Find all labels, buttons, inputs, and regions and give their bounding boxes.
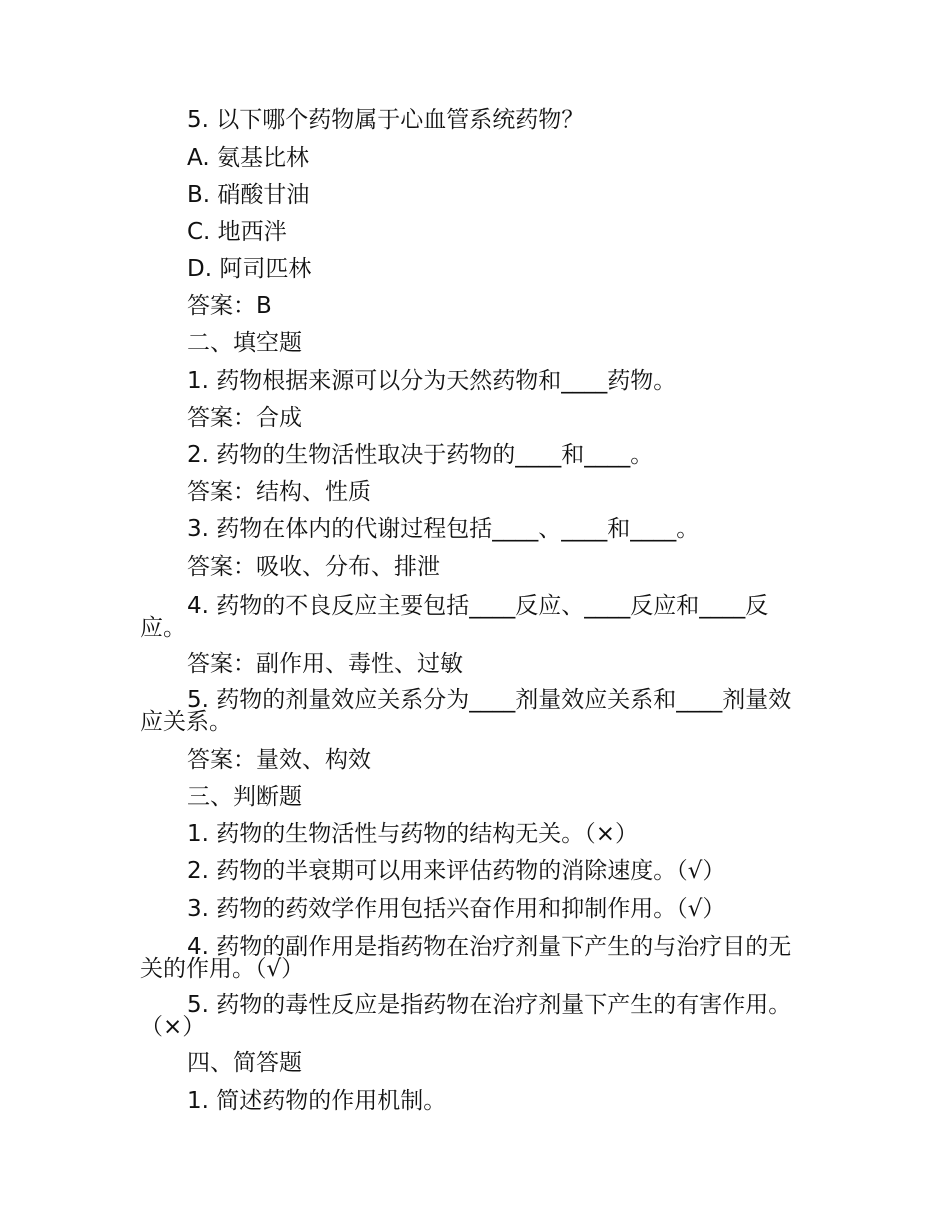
statement-tf-2: 2. 药物的半衰期可以用来评估药物的消除速度。（√） — [187, 858, 726, 884]
answer-fill-4: 答案：副作用、毒性、过敏 — [187, 651, 463, 677]
question-short-1: 1. 简述药物的作用机制。 — [187, 1088, 447, 1114]
answer-fill-3: 答案：吸收、分布、排泄 — [187, 554, 440, 580]
question-mc-5: 5. 以下哪个药物属于心血管系统药物？ — [187, 107, 585, 133]
question-fill-4: 4. 药物的不良反应主要包括____反应、____反应和____反应。 — [140, 593, 769, 641]
section-heading-true-false: 三、判断题 — [187, 784, 302, 810]
answer-fill-1: 答案：合成 — [187, 405, 302, 431]
answer-mc-5: 答案：B — [187, 293, 272, 319]
section-heading-short-answer: 四、简答题 — [187, 1050, 302, 1076]
option-d: D. 阿司匹林 — [187, 256, 312, 282]
statement-tf-5: 5. 药物的毒性反应是指药物在治疗剂量下产生的有害作用。（×） — [140, 992, 792, 1040]
question-fill-2: 2. 药物的生物活性取决于药物的____和____。 — [187, 442, 654, 468]
question-fill-5: 5. 药物的剂量效应关系分为____剂量效应关系和____剂量效应关系。 — [140, 687, 792, 735]
option-a: A. 氨基比林 — [187, 145, 309, 171]
answer-fill-2: 答案：结构、性质 — [187, 479, 371, 505]
statement-tf-1: 1. 药物的生物活性与药物的结构无关。（×） — [187, 821, 639, 847]
section-heading-fill-in: 二、填空题 — [187, 330, 302, 356]
question-fill-1: 1. 药物根据来源可以分为天然药物和____药物。 — [187, 368, 677, 394]
option-b: B. 硝酸甘油 — [187, 182, 310, 208]
statement-tf-4: 4. 药物的副作用是指药物在治疗剂量下产生的与治疗目的无关的作用。（√） — [140, 934, 792, 982]
option-c: C. 地西泮 — [187, 219, 287, 245]
statement-tf-3: 3. 药物的药效学作用包括兴奋作用和抑制作用。（√） — [187, 896, 726, 922]
question-fill-3: 3. 药物在体内的代谢过程包括____、____和____。 — [187, 516, 700, 542]
answer-fill-5: 答案：量效、构效 — [187, 747, 371, 773]
